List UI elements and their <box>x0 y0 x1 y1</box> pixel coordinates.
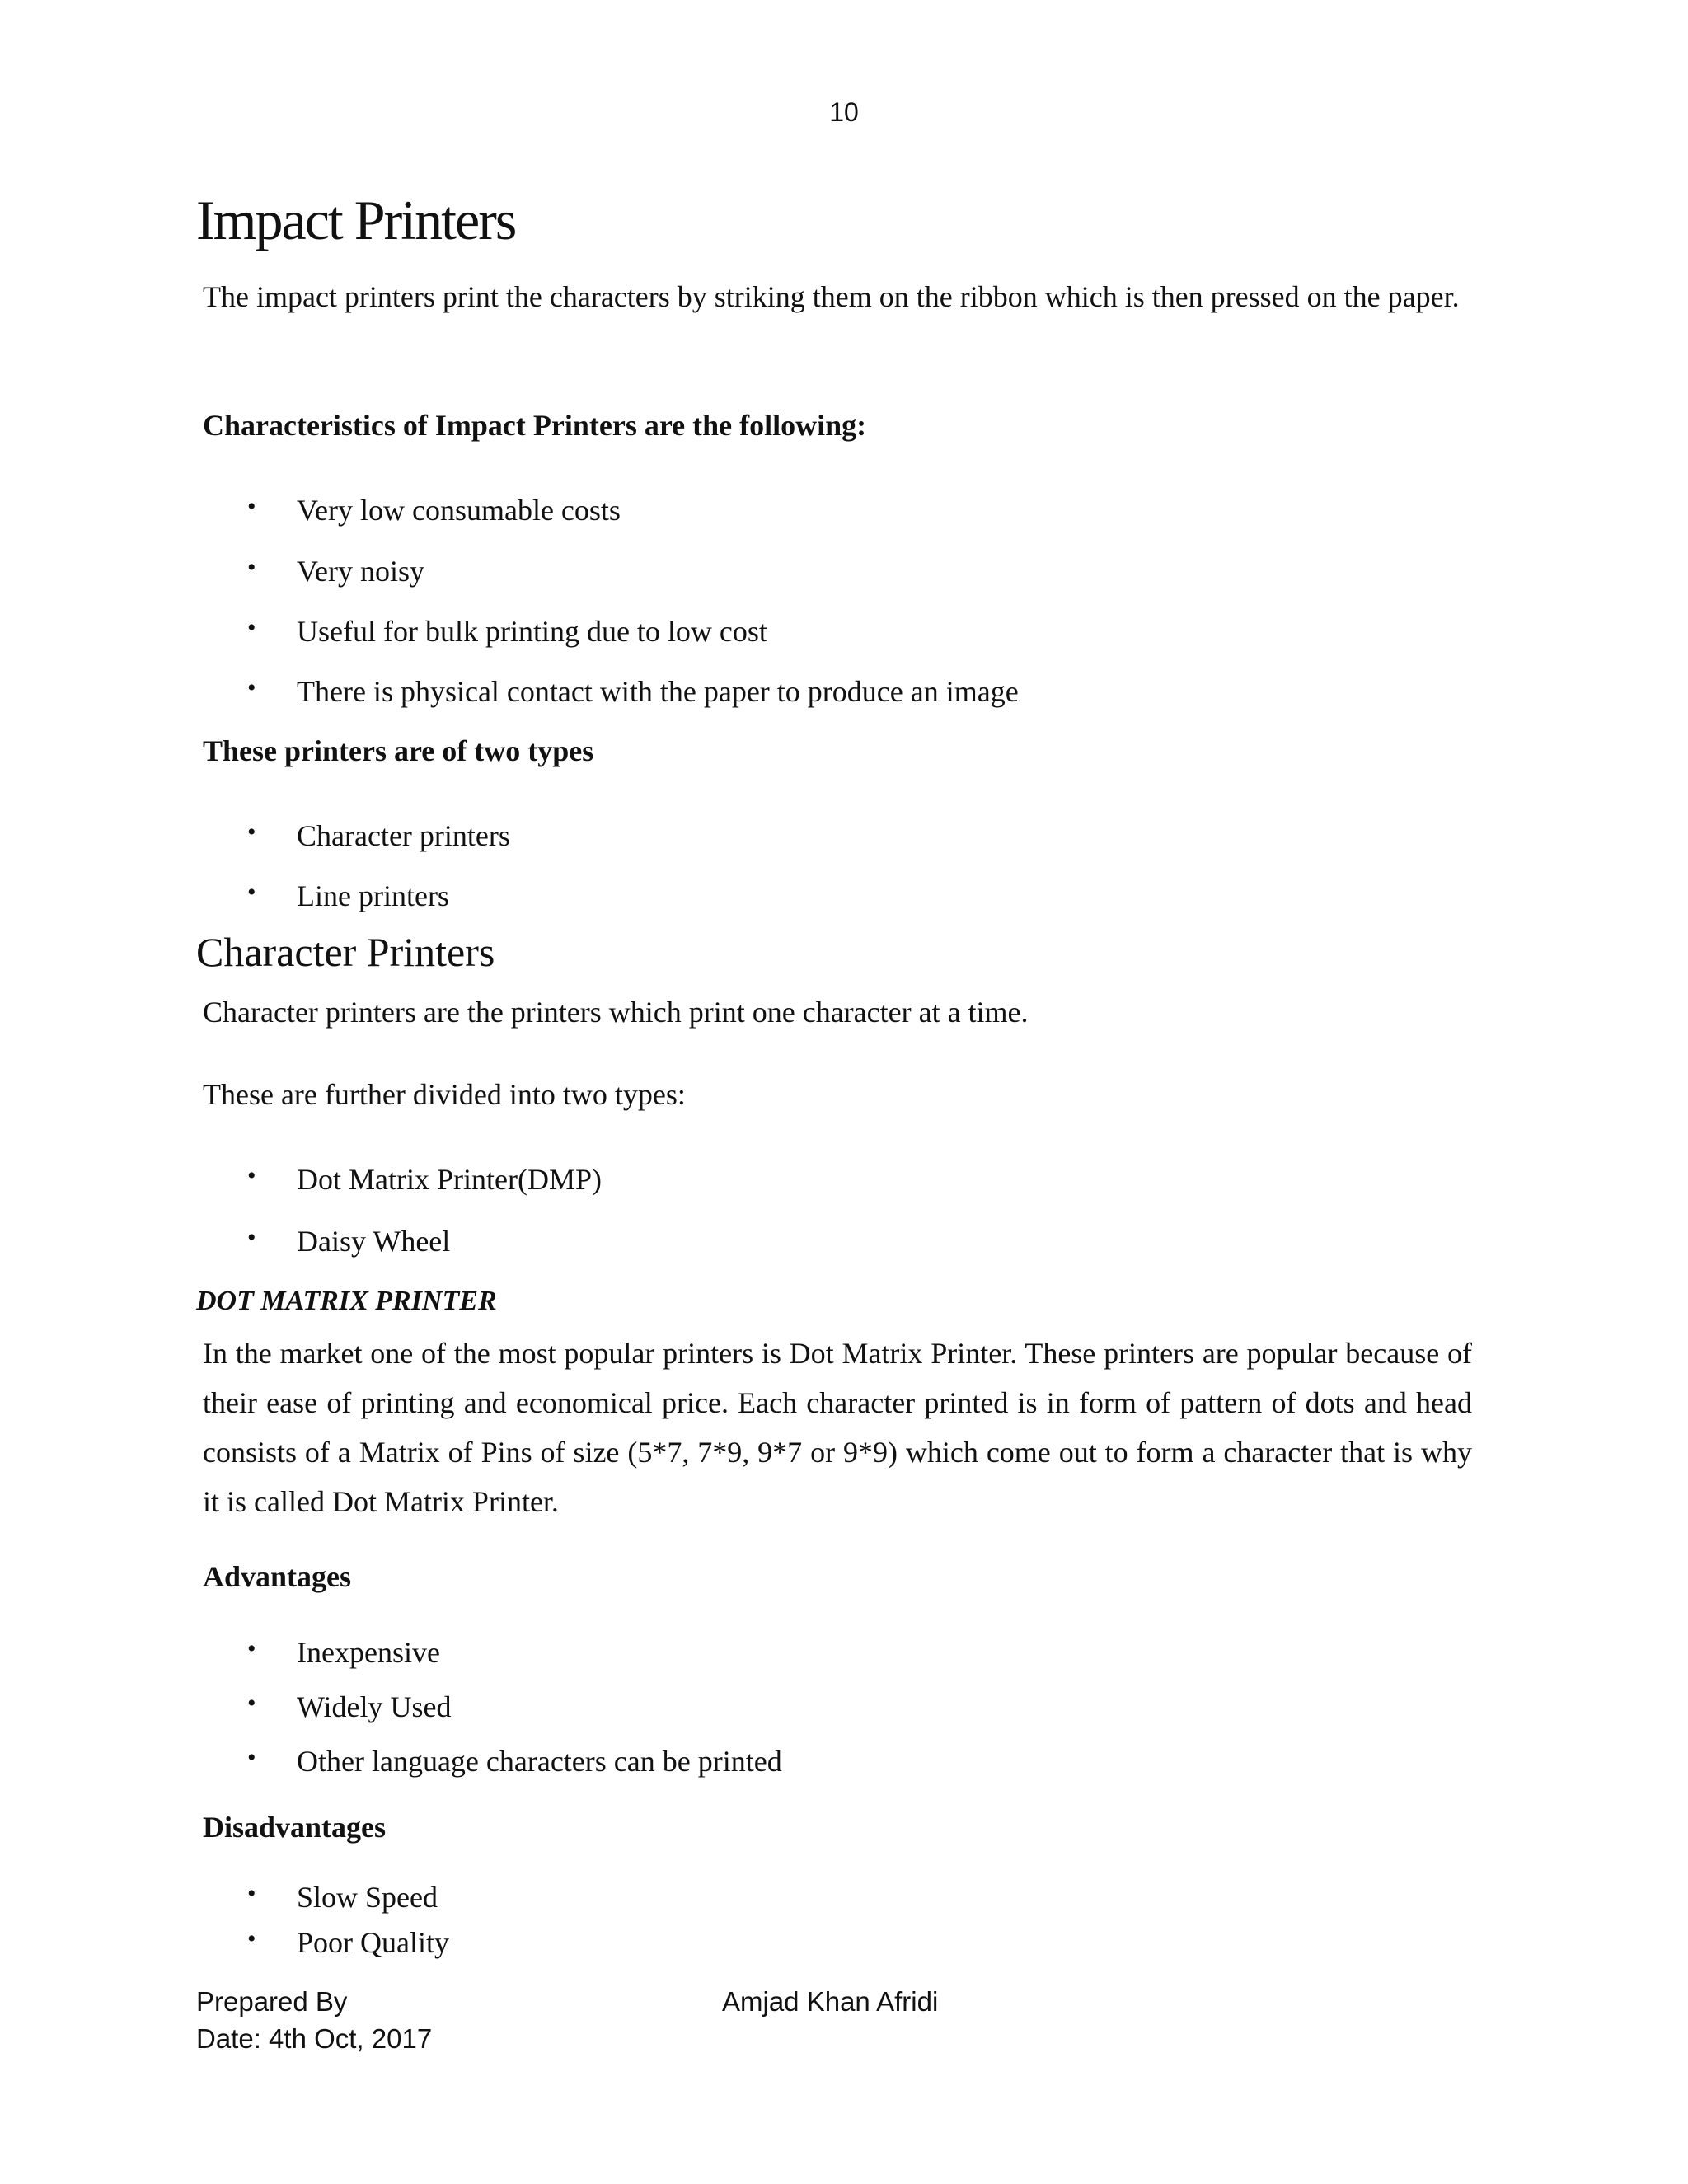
page-number: 10 <box>829 97 859 127</box>
bullet-icon: • <box>247 554 256 581</box>
bullet-icon: • <box>247 1744 256 1771</box>
bullet-icon: • <box>247 493 256 520</box>
bullet-icon: • <box>247 1635 256 1662</box>
footer-date: Date: 4th Oct, 2017 <box>196 2023 433 2054</box>
disadvantages-label: Disadvantages <box>203 1811 387 1844</box>
bullet-icon: • <box>247 879 256 906</box>
bullet-icon: • <box>247 1162 256 1189</box>
bullet-icon: • <box>247 1925 256 1952</box>
character-printers-intro: Character printers are the printers which print one character at a time. <box>203 996 1029 1029</box>
footer-author: Amjad Khan Afridi <box>722 1986 939 2017</box>
impact-printers-intro: The impact printers print the characters by striking them on the ribbon which is then pressed on the paper. <box>203 280 1460 313</box>
bullet-icon: • <box>247 674 256 701</box>
bullet-icon: • <box>247 1224 256 1251</box>
bullet-icon: • <box>247 614 256 641</box>
bullet-icon: • <box>247 818 256 846</box>
character-printers-division: These are further divided into two types: <box>203 1078 686 1111</box>
footer-prepared-by: Prepared By <box>196 1986 348 2017</box>
character-printers-heading: Character Printers <box>196 929 495 975</box>
types-label: These printers are of two types <box>203 734 594 767</box>
impact-printers-heading: Impact Printers <box>196 189 516 251</box>
dmp-body: In the market one of the most popular printers is Dot Matrix Printer. These printers are popular because of their ease of printing and economical price. Each character printed is in form of pattern of dots and head consists of a Matrix of Pins of size (5*7, 7*9, 9*7 or 9*9) which come out to form a character that is why it is called Dot Matrix Printer. <box>203 1337 1472 1518</box>
advantages-label: Advantages <box>203 1560 352 1593</box>
dmp-heading: DOT MATRIX PRINTER <box>196 1286 497 1316</box>
bullet-icon: • <box>247 1690 256 1717</box>
characteristics-label: Characteristics of Impact Printers are the following: <box>203 409 867 442</box>
bullet-icon: • <box>247 1880 256 1907</box>
